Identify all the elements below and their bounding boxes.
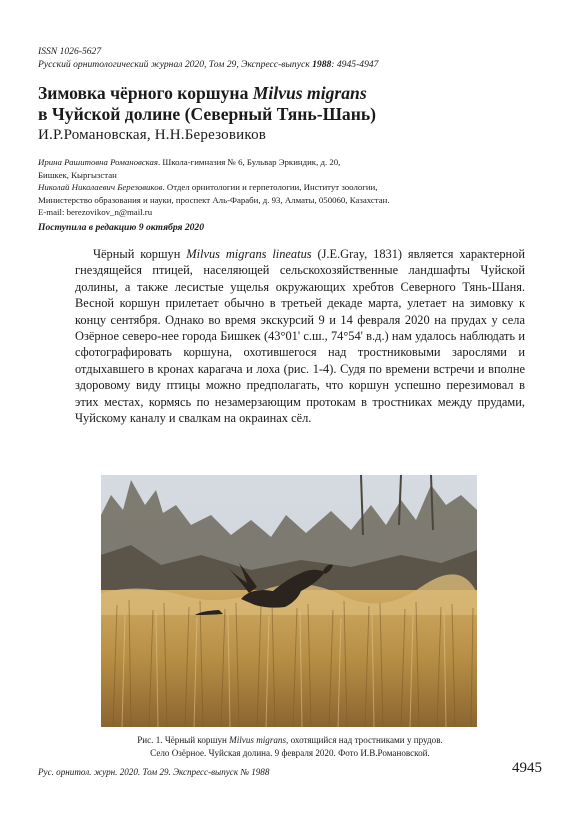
author-2-name: Николай Николаевич Березовиков xyxy=(38,182,163,193)
species-name: Milvus migrans xyxy=(252,83,367,103)
paragraph: Чёрный коршун Milvus migrans lineatus (J.E.Gray, 1831) является характерной гнездящейся птицей, населяющей сельскохозяйственные ландшафты Чуйской долины, а также лесистые ущелья окружающих хребтов Северного Тянь-Шаня. Весной коршун прилетает обычно в третьей декаде марта, улетает на зимовку к концу сентября. Однако во время экскурсий 9 и 14 февраля 2020 на прудах у села Озёрное северо-нее города Бишкек (43°01' с.ш., 74°54' в.д.) нам удалось наблюдать и сфотографировать коршуна, охотившегося над тростниковыми зарослями и отдыхавшего в кронах карагача и лоха (рис. 1-4). Судя по времени встречи и вполне здоровому виду птицы можно предполагать, что коршун успешно перезимовал в этих местах, кормясь по незамерзающим протокам в тростниках между прудами, Чуйскому каналу и свалкам на окраинах сёл. xyxy=(75,247,525,426)
figure-caption: Рис. 1. Чёрный коршун Milvus migrans, охотящийся над тростниками у прудов. Село Озёрное. Чуйская долина. 9 февраля 2020. Фото И.В.Романовской. xyxy=(137,735,443,758)
article-title: Зимовка чёрного коршуна Milvus migrans в Чуйской долине (Северный Тянь-Шань) xyxy=(38,83,377,124)
issue-number: 1988 xyxy=(312,59,332,70)
issn: ISSN 1026-5627 xyxy=(38,46,102,57)
kite-photo xyxy=(101,475,477,727)
journal-header xyxy=(38,45,548,71)
received-date: Поступила в редакцию 9 октября 2020 xyxy=(38,222,205,233)
authors: И.Р.Романовская, Н.Н.Березовиков xyxy=(38,127,267,143)
body-text xyxy=(75,246,525,426)
journal-citation: Русский орнитологический журнал 2020, Том 29, Экспресс-выпуск 1988: 4945-4947 xyxy=(38,59,379,70)
species-name: Milvus migrans lineatus xyxy=(186,247,312,261)
author-1-name: Ирина Рашитовна Романовская xyxy=(38,157,159,167)
affiliations: Ирина Рашитовна Романовская. Школа-гимназия № 6, Бульвар Эркиндик, д. 20, Бишкек, Кыргызстан Николай Николаевич Березовиков. Отдел орнитологии и герпетологии, Институт зоологии, Министерство образования и науки, проспект Аль-Фараби, д. 93, Алматы, 050060, Казахстан. E-mail: berezovikov_n@mail.ru xyxy=(38,156,548,219)
email: E-mail: berezovikov_n@mail.ru xyxy=(38,207,153,218)
footer-citation: Рус. орнитол. журн. 2020. Том 29. Экспресс-выпуск № 1988 xyxy=(38,767,270,777)
page-number: 4945 xyxy=(512,760,542,776)
species-name: Milvus migrans xyxy=(229,735,287,745)
